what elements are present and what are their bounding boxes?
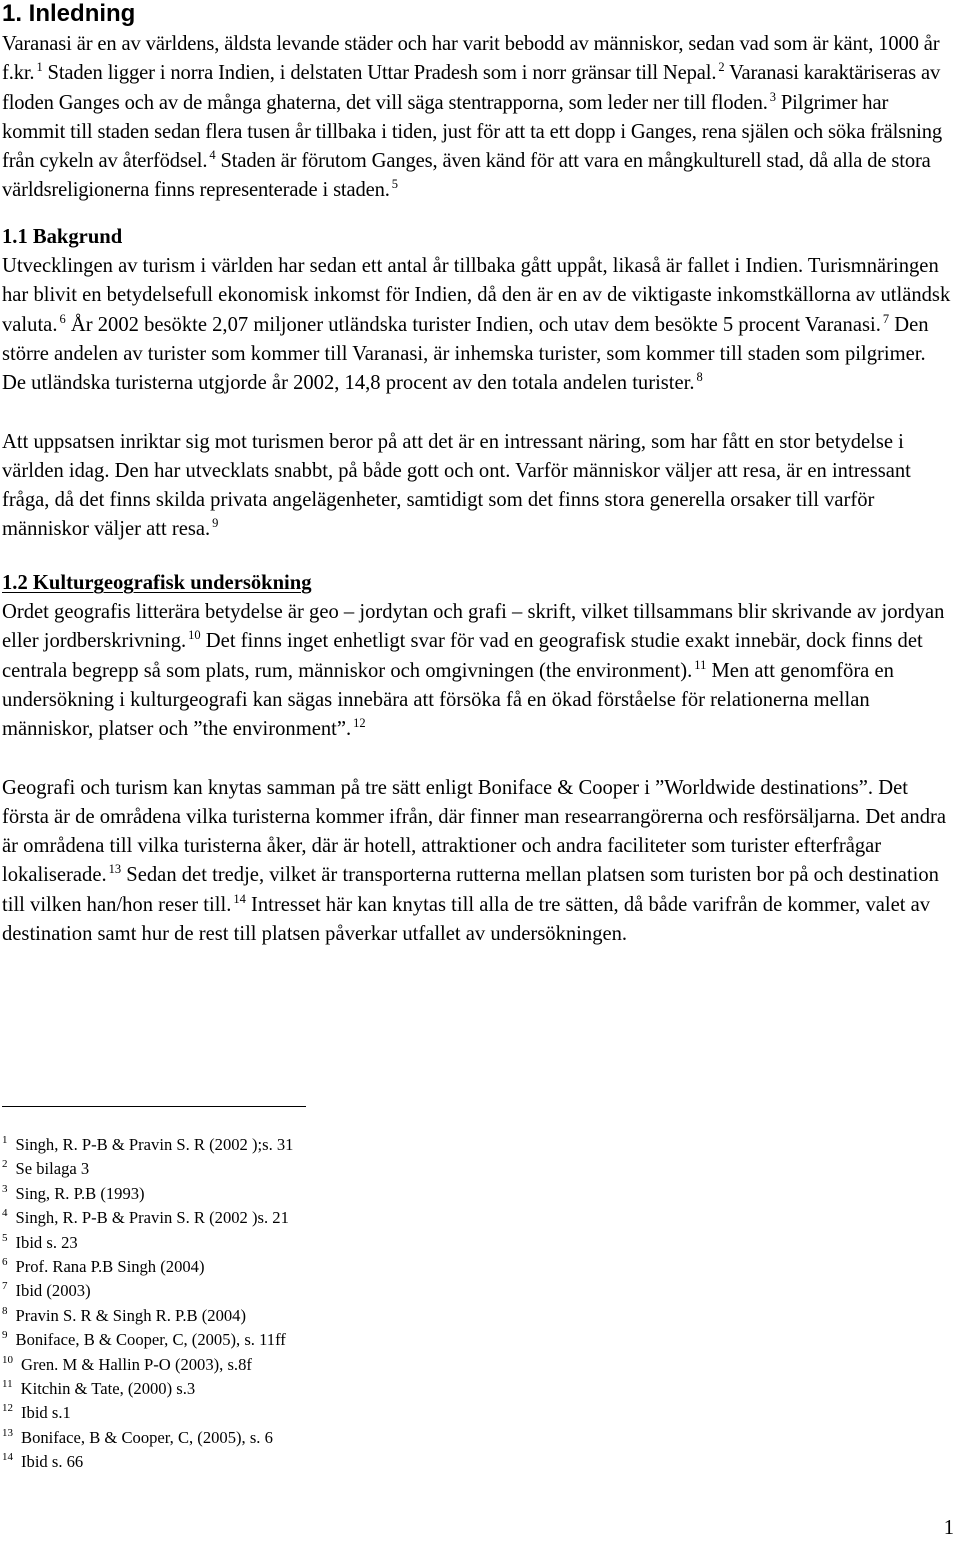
footnote-text: Ibid (2003): [15, 1281, 91, 1301]
footnote-separator: [2, 1106, 306, 1107]
footnote-number: 1: [2, 1134, 8, 1146]
footnote-ref[interactable]: 6: [59, 311, 66, 326]
document-page: [2, 0, 954, 1472]
footnote-number: 14: [2, 1451, 13, 1464]
paragraph-gap: [2, 745, 954, 774]
footnote-text: Kitchin & Tate, (2000) s.3: [20, 1379, 196, 1399]
footnote-number: 2: [2, 1158, 8, 1171]
footnote-number: 9: [2, 1329, 8, 1342]
footnote-text: Gren. M & Hallin P-O (2003), s.8f: [21, 1354, 252, 1374]
footnote-text: Singh, R. P-B & Pravin S. R (2002 )s. 21: [15, 1208, 289, 1228]
section-kulturgeografisk: [2, 569, 954, 950]
page-number: 1: [943, 1517, 954, 1539]
footnote-text: Ibid s.1: [21, 1403, 71, 1423]
footnote-ref[interactable]: 9: [212, 516, 219, 531]
section-heading: 1.2 Kulturgeografisk undersökning: [2, 571, 312, 594]
footnote-text: Ibid s. 66: [21, 1452, 84, 1472]
footnote-item: [2, 1377, 602, 1401]
paragraph-gap: [2, 399, 954, 428]
footnote-number: 13: [2, 1426, 13, 1439]
chapter-heading: 1. Inledning: [2, 0, 136, 27]
footnote-ref[interactable]: 8: [696, 370, 703, 385]
intro-paragraph: Varanasi är en av världens, äldsta levande städer och har varit bebodd av människor, sedan vad som är känt, 1000 år f.kr. $^1$ Staden ligger i norra Indien, i delstaten Uttar Pradesh som i norr gränsar till Nepal. $^2$ Varanasi karaktäriseras av floden Ganges och av de många ghaterna, det vill säga stentrapporna, som leder ner till floden. $^3$ Pilgrimer har kommit till staden sedan flera tusen år tillbaka i tiden, just för att ta ett dopp i Ganges, rena själen och söka frälsning från cykeln av återfödsel. $^4$ Staden är förutom Ganges, även känd för att vara en mångkulturell stad, då alla de stora världsreligionerna finns representerade i staden. $^5$: [2, 33, 943, 202]
footnote-ref[interactable]: 4: [209, 148, 216, 163]
footnote-ref[interactable]: 5: [391, 177, 398, 192]
footnote-number: 4: [2, 1207, 8, 1220]
footnote-number: 5: [2, 1231, 8, 1244]
footnotes-list: [2, 1133, 602, 1475]
footnote-ref[interactable]: 13: [108, 862, 122, 877]
footnote-text: Se bilaga 3: [15, 1159, 90, 1179]
footnote-item: [2, 1328, 602, 1352]
footnote-ref[interactable]: 3: [769, 89, 776, 104]
section-heading: 1.1 Bakgrund: [2, 225, 123, 248]
footnote-ref[interactable]: 14: [233, 891, 246, 906]
footnote-item: [2, 1182, 602, 1206]
footnote-text: Singh, R. P-B & Pravin S. R (2002 );s. 31: [15, 1135, 294, 1154]
body-paragraph: Ordet geografis litterära betydelse är geo – jordytan och grafi – skrift, vilket tillsammans blir skrivande av jordyan eller jordberskrivning. $^{10}$ Det finns inget enhetligt svar för vad en geografisk studie exakt innebär, dock finns det centrala begrepp så som plats, rum, människor och omgivningen (the environment). $^{11}$ Men att genomföra en undersökning i kulturgeografi kan sägas innebära att försöka få en ökad förståelse för relationerna mellan människor, platser och ”the environment”. $^{12}$: [2, 601, 945, 741]
footnote-number: 10: [2, 1353, 13, 1366]
footnote-ref[interactable]: 1: [36, 60, 43, 75]
footnote-item: [2, 1353, 602, 1377]
footnote-item: [2, 1426, 602, 1450]
footnote-text: Boniface, B & Cooper, C, (2005), s. 6: [21, 1427, 273, 1447]
footnote-number: 12: [2, 1402, 13, 1415]
footnote-ref[interactable]: 10: [188, 628, 201, 643]
footnote-item: [2, 1450, 602, 1474]
footnote-ref[interactable]: 2: [718, 60, 725, 75]
footnote-ref[interactable]: 11: [694, 657, 707, 672]
footnote-item: [2, 1255, 602, 1279]
footnote-number: 6: [2, 1256, 8, 1269]
footnote-number: 7: [2, 1280, 8, 1293]
footnote-text: Sing, R. P.B (1993): [15, 1183, 145, 1203]
footnote-item: [2, 1279, 602, 1303]
footnote-item: [2, 1231, 602, 1255]
footnote-item: [2, 1133, 602, 1157]
footnote-text: Prof. Rana P.B Singh (2004): [15, 1257, 205, 1277]
footnote-text: Boniface, B & Cooper, C, (2005), s. 11ff: [15, 1330, 286, 1350]
body-paragraph: Geografi och turism kan knytas samman på tre sätt enligt Boniface & Cooper i ”Worldwide destinations”. Det första är de områdena vilka turisterna kommer ifrån, där finner man researrangörerna och resförsäljarna. Det andra är områdena till vilka turisterna åker, där är hotell, attraktioner och andra faciliteter som turister efterfrågar lokaliserade. $^{13}$ Sedan det tredje, vilket är transporterna rutterna mellan platsen som turisten bor på och destination till vilken han/hon reser till. $^{14}$ Intresset här kan knytas till alla de tre sätten, då både varifrån de kommer, valet av destination samt hur de rest till platsen påverkar utfallet av undersökningen.: [2, 776, 947, 946]
footnote-number: 3: [2, 1182, 8, 1195]
footnote-item: [2, 1206, 602, 1230]
footnote-number: 8: [2, 1304, 8, 1317]
footnote-text: Pravin S. R & Singh R. P.B (2004): [15, 1305, 247, 1325]
footnote-ref[interactable]: 7: [882, 311, 890, 326]
footnote-item: [2, 1157, 602, 1181]
footnote-item: [2, 1401, 602, 1425]
footnote-item: [2, 1304, 602, 1328]
section-bakgrund: [2, 223, 954, 545]
body-paragraph: Att uppsatsen inriktar sig mot turismen beror på att det är en intressant näring, som har fått en stor betydelse i världen idag. Den har utvecklats snabbt, på både gott och ont. Varför människor väljer att resa, är en intressant fråga, då det finns skilda privata angelägenheter, samtidigt som det finns stora generella orsaker till varför människor väljer att resa. $^9$: [2, 430, 911, 541]
footnote-ref[interactable]: 12: [353, 716, 366, 731]
footnote-number: 11: [2, 1378, 13, 1391]
footnote-text: Ibid s. 23: [15, 1232, 78, 1252]
intro-section: [2, 30, 954, 206]
body-paragraph: Utvecklingen av turism i världen har sedan ett antal år tillbaka gått uppåt, likaså är fallet i Indien. Turismnäringen har blivit en betydelsefull ekonomisk inkomst för Indien, då den är en av de viktigaste inkomstkällorna av utländsk valuta. $^6$ År 2002 besökte 2,07 miljoner utländska turister Indien, och utav dem besökte 5 procent Varanasi. $^7$ Den större andelen av turister som kommer till Varanasi, är inhemska turister, som kommer till staden som pilgrimer. De utländska turisterna utgjorde år 2002, 14,8 procent av den totala andelen turister. $^8$: [2, 255, 951, 395]
